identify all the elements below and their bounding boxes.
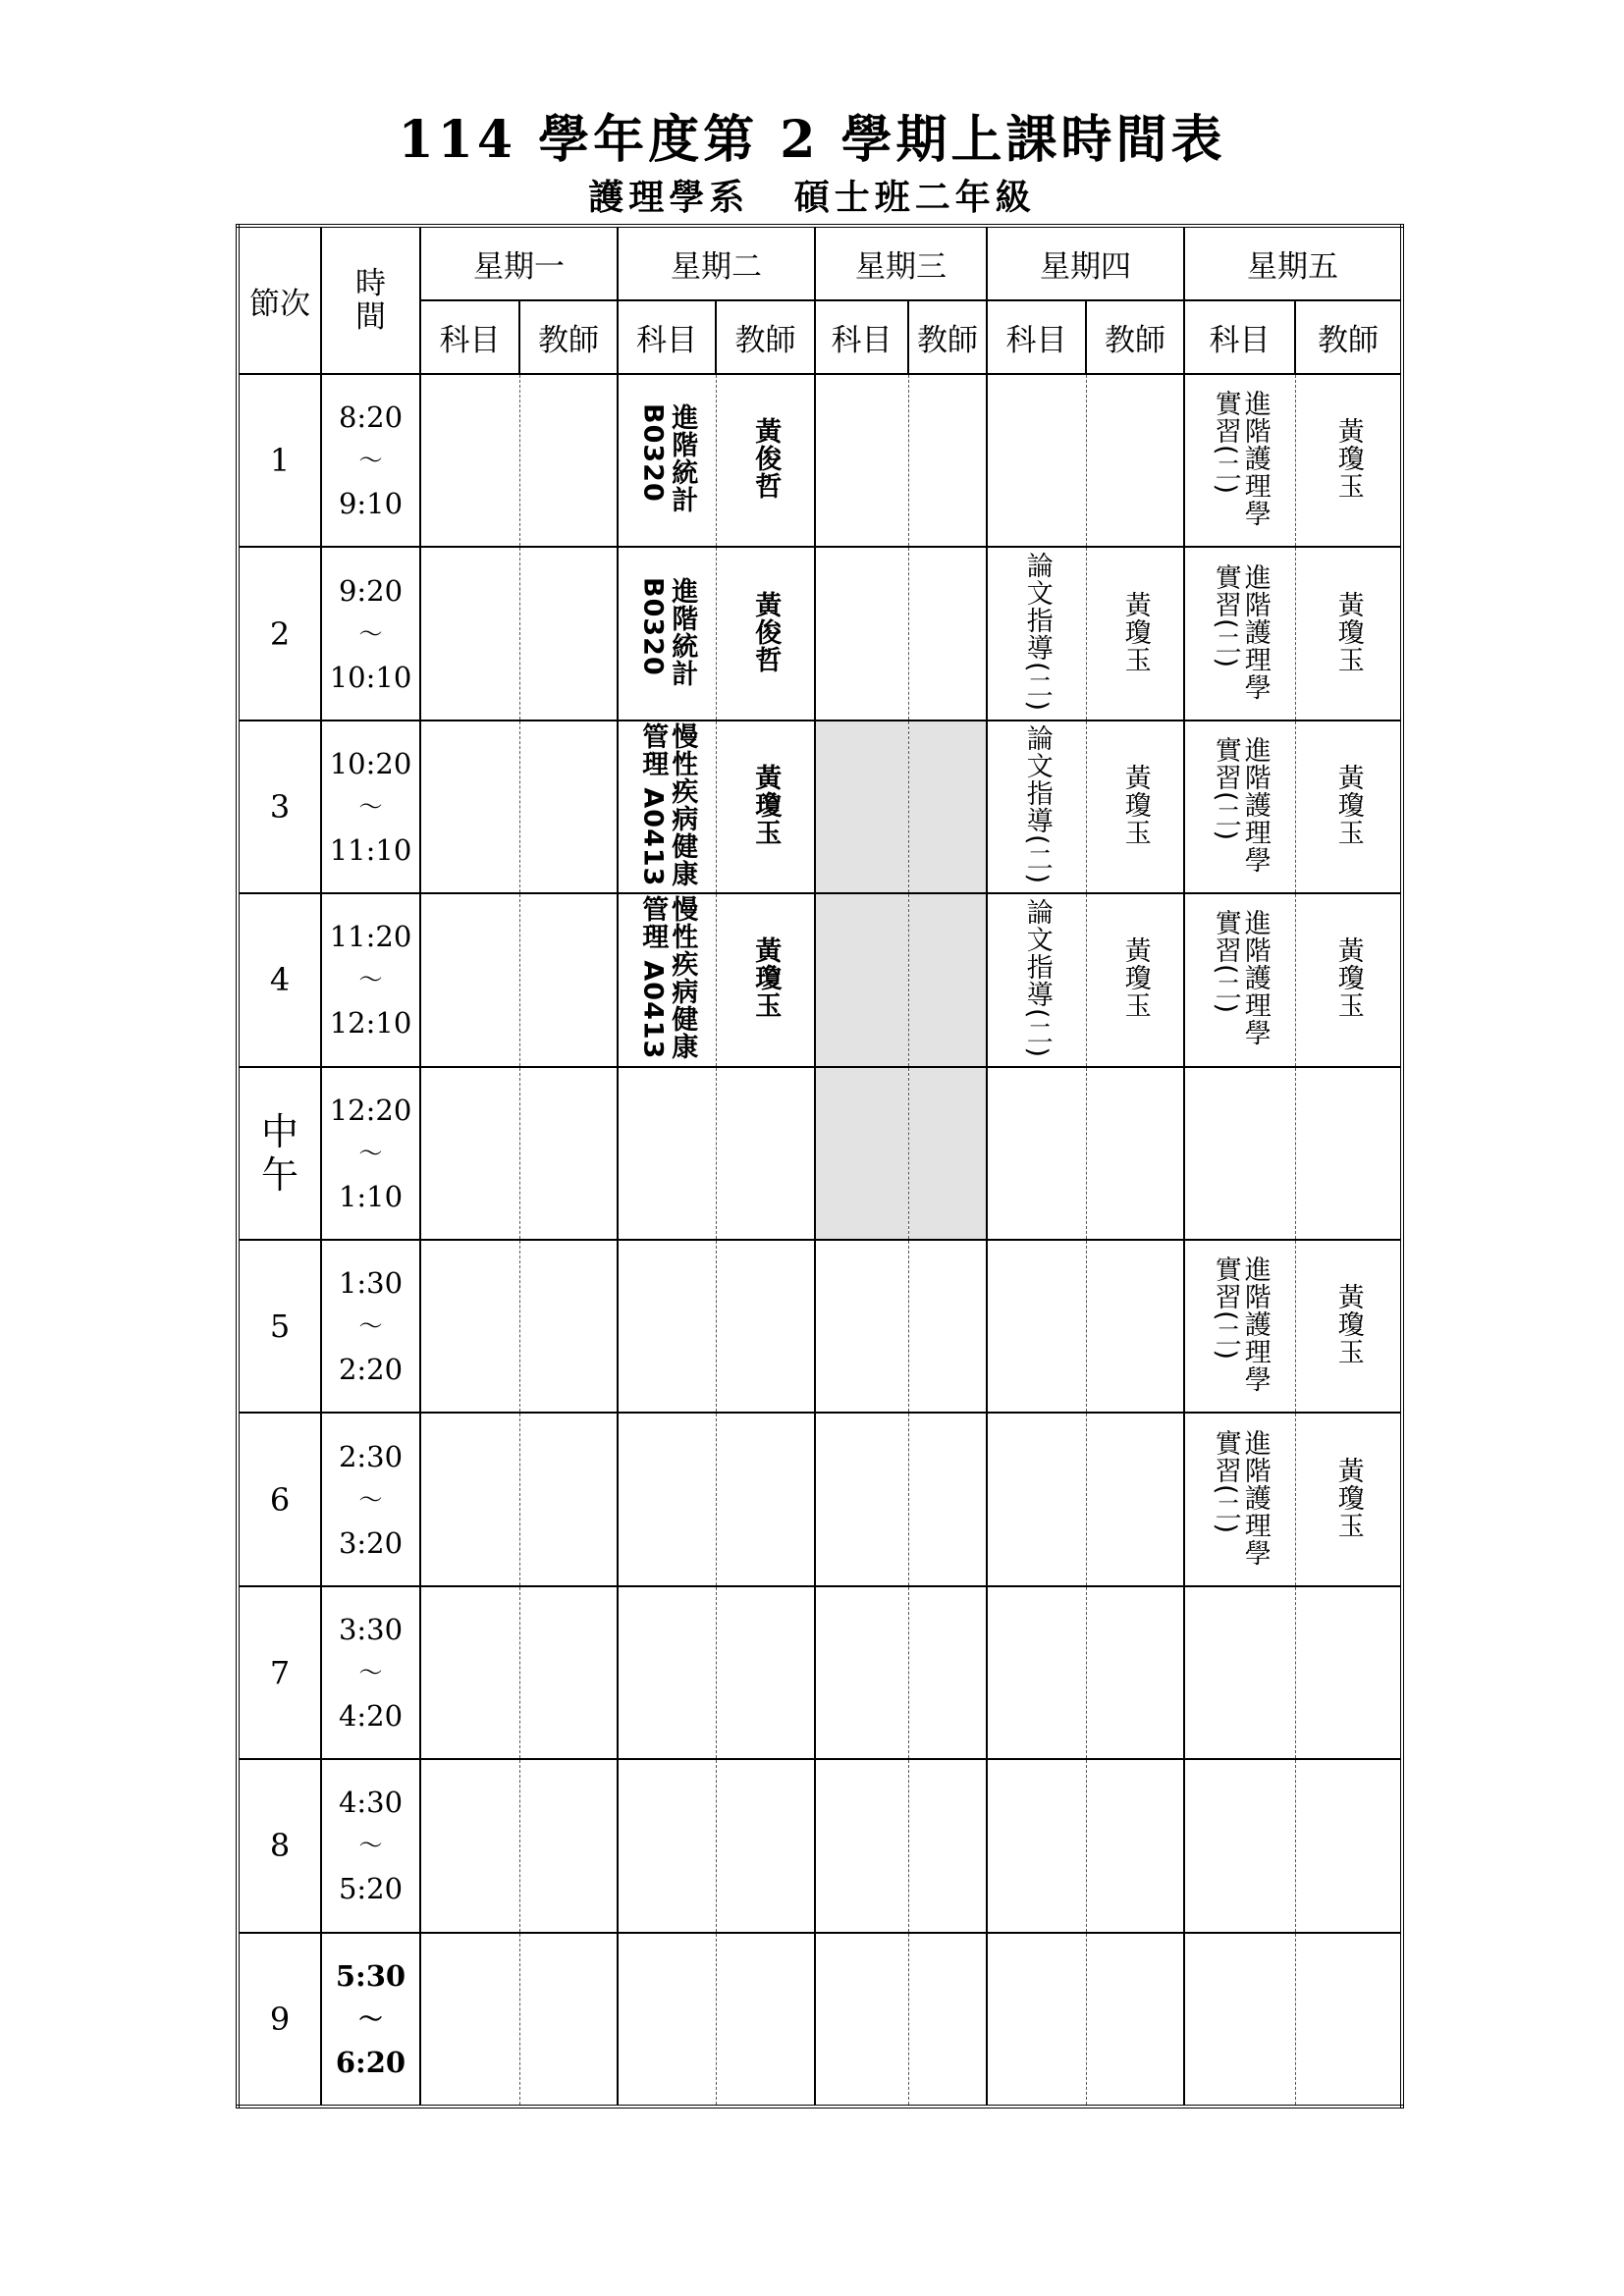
subject-cell	[815, 1759, 908, 1932]
blocked-cell	[815, 893, 908, 1066]
subject-cell	[420, 721, 519, 893]
period-cell: 6	[238, 1413, 321, 1585]
subject-line: 實習(二)	[1210, 562, 1241, 668]
page-title: 114 學年度第 2 學期上課時間表	[398, 110, 1226, 170]
department-name: 護理學系	[588, 177, 750, 218]
time-cell	[321, 1586, 420, 1759]
teacher-cell	[716, 374, 815, 547]
teacher-cell	[716, 1413, 815, 1585]
teacher-cell	[908, 1240, 987, 1413]
subject-text	[637, 403, 696, 513]
teacher-text: 黃俊哲	[750, 590, 782, 673]
teacher-cell	[1086, 547, 1184, 720]
teacher-cell	[1086, 1933, 1184, 2107]
subject-cell	[815, 1586, 908, 1759]
teacher-header: 教師	[519, 300, 618, 374]
teacher-header: 教師	[1086, 300, 1184, 374]
time-sep: ～	[358, 1485, 383, 1514]
subject-text	[1211, 563, 1270, 701]
time-cell	[321, 1759, 420, 1932]
subject-text	[1211, 1429, 1270, 1567]
teacher-cell	[519, 1067, 618, 1240]
subject-cell	[420, 547, 519, 720]
table-row	[238, 721, 1402, 893]
subject-cell	[618, 1933, 716, 2107]
period-noon-char: 午	[260, 1152, 298, 1197]
teacher-text: 黃瓊玉	[1332, 763, 1364, 846]
teacher-header: 教師	[908, 300, 987, 374]
subject-text	[637, 722, 696, 887]
subject-cell	[815, 1413, 908, 1585]
time-end: 5:20	[338, 1872, 404, 1906]
period-cell: 2	[238, 547, 321, 720]
subject-line: 慢性疾病健康	[667, 721, 698, 887]
subject-line: 實習(二)	[1210, 735, 1241, 842]
teacher-cell	[519, 1933, 618, 2107]
subject-line: 實習(二)	[1210, 1255, 1241, 1362]
teacher-cell	[1086, 1586, 1184, 1759]
time-header-char-1: 時	[355, 266, 386, 301]
period-cell: 1	[238, 374, 321, 547]
day-header-wed: 星期三	[815, 226, 987, 300]
subject-cell	[987, 374, 1086, 547]
subject-line: 進階護理學	[1239, 390, 1271, 528]
time-cell	[321, 1413, 420, 1585]
subject-cell	[1184, 374, 1295, 547]
teacher-cell	[519, 893, 618, 1066]
time-end: 3:20	[338, 1525, 404, 1560]
subject-cell	[420, 1586, 519, 1759]
time-start: 3:30	[338, 1612, 404, 1646]
subject-cell	[618, 1586, 716, 1759]
teacher-cell	[908, 1933, 987, 2107]
period-cell: 9	[238, 1933, 321, 2107]
subject-cell	[420, 1067, 519, 1240]
teacher-cell	[1295, 1413, 1402, 1585]
teacher-cell	[519, 721, 618, 893]
teacher-cell	[1295, 1240, 1402, 1413]
table-row	[238, 1586, 1402, 1759]
table-row	[238, 1067, 1402, 1240]
time-end: 1:10	[338, 1179, 404, 1213]
teacher-cell	[1295, 721, 1402, 893]
table-row	[238, 1413, 1402, 1585]
time-cell	[321, 893, 420, 1066]
teacher-cell	[716, 1759, 815, 1932]
subject-line: 進階護理學	[1239, 909, 1271, 1047]
teacher-cell	[1295, 374, 1402, 547]
subject-line: 進階統計	[667, 403, 698, 514]
subject-text	[1211, 736, 1270, 874]
subject-cell	[420, 374, 519, 547]
class-name: 碩士班二年級	[793, 177, 1036, 218]
subject-cell	[987, 721, 1086, 893]
subject-cell	[1184, 1759, 1295, 1932]
teacher-cell	[1086, 374, 1184, 547]
time-cell	[321, 374, 420, 547]
subject-cell	[987, 1413, 1086, 1585]
teacher-text: 黃俊哲	[750, 417, 782, 501]
teacher-cell	[519, 1240, 618, 1413]
subject-cell	[815, 547, 908, 720]
time-start: 12:20	[329, 1093, 412, 1127]
page-subtitle	[0, 173, 1624, 222]
teacher-cell	[1295, 893, 1402, 1066]
subject-cell	[420, 1933, 519, 2107]
blocked-cell	[815, 721, 908, 893]
schedule-body	[238, 374, 1402, 2107]
subject-cell	[815, 1240, 908, 1413]
table-row	[238, 893, 1402, 1066]
time-start: 1:30	[338, 1266, 404, 1301]
subject-line: 進階護理學	[1239, 562, 1271, 701]
subject-cell	[987, 1067, 1086, 1240]
subject-cell	[618, 1759, 716, 1932]
day-header-thu: 星期四	[987, 226, 1184, 300]
period-cell: 4	[238, 893, 321, 1066]
teacher-header: 教師	[1295, 300, 1402, 374]
time-start: 10:20	[329, 746, 412, 780]
subject-cell	[1184, 1933, 1295, 2107]
teacher-text: 黃瓊玉	[1332, 590, 1364, 673]
teacher-header: 教師	[716, 300, 815, 374]
subject-cell	[815, 1933, 908, 2107]
subject-cell	[1184, 1413, 1295, 1585]
teacher-cell	[716, 1240, 815, 1413]
time-start: 4:30	[338, 1786, 404, 1820]
subject-line: 進階護理學	[1239, 1255, 1271, 1394]
teacher-cell	[519, 1413, 618, 1585]
time-start: 8:20	[338, 400, 404, 435]
subject-cell	[987, 1586, 1086, 1759]
subject-line: B0320	[637, 576, 669, 676]
teacher-cell	[1086, 1759, 1184, 1932]
subject-cell	[1184, 1586, 1295, 1759]
period-noon-char: 中	[260, 1109, 298, 1153]
subject-text	[1211, 1255, 1270, 1393]
teacher-text: 黃瓊玉	[750, 763, 782, 846]
teacher-text: 黃瓊玉	[1332, 417, 1364, 501]
subject-cell	[987, 1759, 1086, 1932]
day-header-tue: 星期二	[618, 226, 815, 300]
subject-cell	[815, 374, 908, 547]
teacher-cell	[519, 547, 618, 720]
time-sep: ～	[358, 619, 383, 648]
teacher-text: 黃瓊玉	[1332, 936, 1364, 1020]
period-cell: 8	[238, 1759, 321, 1932]
table-row	[238, 1240, 1402, 1413]
teacher-text: 黃瓊玉	[1119, 763, 1151, 846]
teacher-cell	[908, 1586, 987, 1759]
time-cell	[321, 1240, 420, 1413]
subject-cell	[618, 893, 716, 1066]
subject-line: 論文指導(二)	[1021, 724, 1053, 885]
subject-cell	[618, 1413, 716, 1585]
table-row	[238, 374, 1402, 547]
period-cell	[238, 1067, 321, 1240]
table-row	[238, 1759, 1402, 1932]
teacher-cell	[1295, 547, 1402, 720]
subject-header: 科目	[420, 300, 519, 374]
subject-text	[1211, 390, 1270, 527]
time-cell	[321, 1067, 420, 1240]
subject-line: 管理 A0413	[637, 895, 669, 1060]
teacher-cell	[716, 1067, 815, 1240]
time-end: 6:20	[335, 2045, 406, 2079]
subject-line: B0320	[637, 403, 669, 503]
subject-cell	[987, 893, 1086, 1066]
time-sep: ～	[358, 1832, 383, 1860]
subject-cell	[618, 1240, 716, 1413]
subject-cell	[987, 1240, 1086, 1413]
teacher-cell	[1086, 1240, 1184, 1413]
subject-line: 進階統計	[667, 576, 698, 687]
subject-text	[1211, 909, 1270, 1046]
time-start: 5:30	[335, 1958, 406, 1993]
subject-header: 科目	[815, 300, 908, 374]
subject-cell	[1184, 893, 1295, 1066]
header-row-days	[238, 226, 1402, 300]
time-sep: ～	[358, 966, 383, 994]
subject-cell	[987, 1933, 1086, 2107]
subject-text	[1022, 724, 1052, 884]
subject-cell	[420, 1240, 519, 1413]
teacher-cell	[1086, 893, 1184, 1066]
time-sep: ～	[358, 1312, 383, 1341]
subject-cell	[420, 1759, 519, 1932]
time-start: 2:30	[338, 1439, 404, 1473]
teacher-cell	[908, 1413, 987, 1585]
subject-cell	[1184, 547, 1295, 720]
teacher-cell	[716, 1933, 815, 2107]
subject-line: 管理 A0413	[637, 721, 669, 887]
time-cell	[321, 1933, 420, 2107]
table-row	[238, 1933, 1402, 2107]
teacher-cell	[519, 374, 618, 547]
teacher-text: 黃瓊玉	[1332, 1283, 1364, 1366]
subject-text	[637, 577, 696, 687]
teacher-cell	[1086, 1067, 1184, 1240]
subject-cell	[618, 547, 716, 720]
blocked-cell	[908, 721, 987, 893]
teacher-cell	[1086, 721, 1184, 893]
time-end: 2:20	[338, 1353, 404, 1387]
time-sep: ～	[358, 1139, 383, 1167]
subject-text	[1022, 552, 1052, 712]
time-cell	[321, 721, 420, 893]
time-end: 4:20	[338, 1698, 404, 1733]
teacher-cell	[1295, 1067, 1402, 1240]
schedule-table	[236, 224, 1404, 2109]
teacher-cell	[519, 1759, 618, 1932]
subject-line: 進階護理學	[1239, 735, 1271, 874]
time-sep: ～	[358, 2003, 383, 2033]
teacher-cell	[1295, 1759, 1402, 1932]
teacher-cell	[519, 1586, 618, 1759]
time-cell	[321, 547, 420, 720]
subject-header: 科目	[618, 300, 716, 374]
teacher-cell	[716, 893, 815, 1066]
period-header: 節次	[238, 226, 321, 374]
teacher-cell	[716, 1586, 815, 1759]
subject-line: 論文指導(二)	[1021, 897, 1053, 1058]
time-sep: ～	[358, 447, 383, 475]
subject-text	[1022, 898, 1052, 1058]
time-start: 11:20	[329, 920, 412, 954]
teacher-cell	[908, 547, 987, 720]
teacher-text: 黃瓊玉	[1119, 936, 1151, 1020]
teacher-cell	[908, 1759, 987, 1932]
subject-line: 實習(二)	[1210, 1428, 1241, 1534]
subject-line: 實習(二)	[1210, 390, 1241, 496]
teacher-text: 黃瓊玉	[1332, 1456, 1364, 1539]
blocked-cell	[908, 893, 987, 1066]
day-header-fri: 星期五	[1184, 226, 1402, 300]
time-end: 12:10	[329, 1006, 412, 1041]
teacher-cell	[716, 547, 815, 720]
teacher-cell	[908, 374, 987, 547]
time-sep: ～	[358, 1658, 383, 1686]
subject-cell	[1184, 1240, 1295, 1413]
time-sep: ～	[358, 792, 383, 821]
day-header-mon: 星期一	[420, 226, 618, 300]
time-end: 10:10	[329, 660, 412, 694]
time-header	[321, 226, 420, 374]
subject-cell	[618, 721, 716, 893]
period-cell: 7	[238, 1586, 321, 1759]
teacher-cell	[1086, 1413, 1184, 1585]
subject-cell	[987, 547, 1086, 720]
subject-cell	[618, 374, 716, 547]
subject-line: 慢性疾病健康	[667, 895, 698, 1061]
teacher-text: 黃瓊玉	[1119, 590, 1151, 673]
time-header-char-2: 間	[355, 299, 386, 335]
subject-cell	[1184, 1067, 1295, 1240]
subject-text	[637, 895, 696, 1060]
subject-cell	[1184, 721, 1295, 893]
subject-line: 進階護理學	[1239, 1428, 1271, 1567]
teacher-cell	[716, 721, 815, 893]
teacher-cell	[1295, 1933, 1402, 2107]
subject-cell	[420, 1413, 519, 1585]
blocked-cell	[908, 1067, 987, 1240]
subject-cell	[618, 1067, 716, 1240]
time-end: 11:10	[329, 832, 412, 867]
table-row	[238, 547, 1402, 720]
subject-line: 實習(二)	[1210, 909, 1241, 1015]
subject-cell	[420, 893, 519, 1066]
time-end: 9:10	[338, 487, 404, 521]
period-cell: 3	[238, 721, 321, 893]
blocked-cell	[815, 1067, 908, 1240]
teacher-text: 黃瓊玉	[750, 936, 782, 1020]
teacher-cell	[1295, 1586, 1402, 1759]
subject-line: 論文指導(二)	[1021, 552, 1053, 713]
time-start: 9:20	[338, 573, 404, 608]
subject-header: 科目	[987, 300, 1086, 374]
period-cell: 5	[238, 1240, 321, 1413]
subject-header: 科目	[1184, 300, 1295, 374]
